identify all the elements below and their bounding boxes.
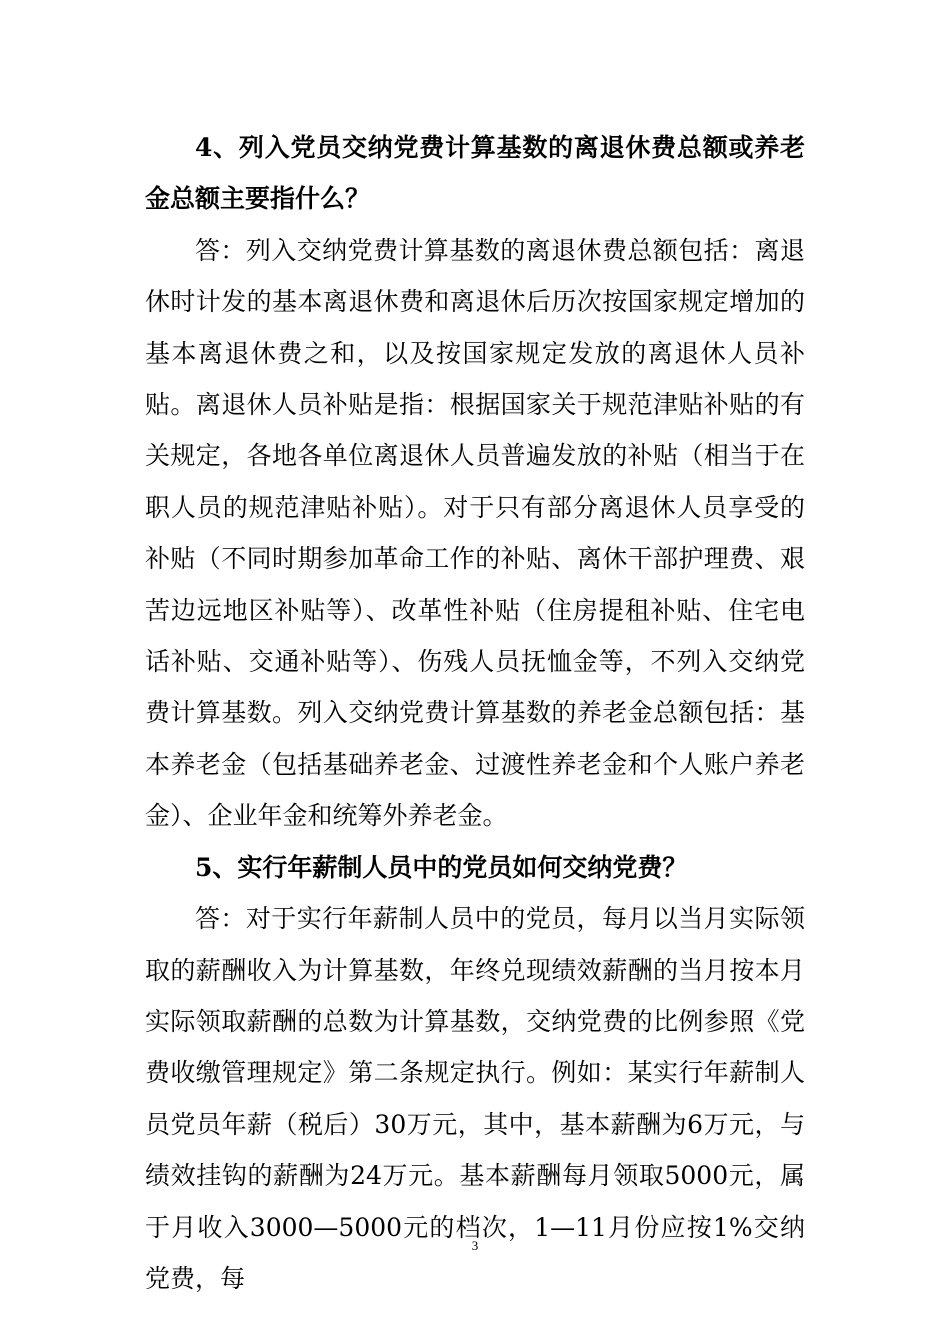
page-content [145, 122, 805, 1304]
question-4-heading: 4、列入党员交纳党费计算基数的离退休费总额或养老金总额主要指什么？ [145, 133, 805, 214]
question-5-heading: 5、实行年薪制人员中的党员如何交纳党费？ [195, 852, 688, 882]
answer-5-paragraph: 答：对于实行年薪制人员中的党员，每月以当月实际领取的薪酬收入为计算基数，年终兑现绩效薪酬的当月按本月实际领取薪酬的总数为计算基数，交纳党费的比例参照《党费收缴管理规定》第二条规定执行。例如：某实行年薪制人员党员年薪（税后）30万元，其中，基本薪酬为6万元，与绩效挂钩的薪酬为24万元。基本薪酬每月领取5000元，属于月收入3000—5000元的档次，1—11月份应按1%交纳党费，每 [145, 904, 805, 1293]
page-number: 3 [471, 1238, 479, 1253]
answer-4-paragraph: 答：列入交纳党费计算基数的离退休费总额包括：离退休时计发的基本离退休费和离退休后历次按国家规定增加的基本离退休费之和，以及按国家规定发放的离退休人员补贴。离退休人员补贴是指：根据国家关于规范津贴补贴的有关规定，各地各单位离退休人员普遍发放的补贴（相当于在职人员的规范津贴补贴）。对于只有部分离退休人员享受的补贴（不同时期参加革命工作的补贴、离休干部护理费、艰苦边远地区补贴等）、改革性补贴（住房提租补贴、住宅电话补贴、交通补贴等）、伤残人员抚恤金等，不列入交纳党费计算基数。列入交纳党费计算基数的养老金总额包括：基本养老金（包括基础养老金、过渡性养老金和个人账户养老金）、企业年金和统筹外养老金。 [145, 235, 805, 831]
